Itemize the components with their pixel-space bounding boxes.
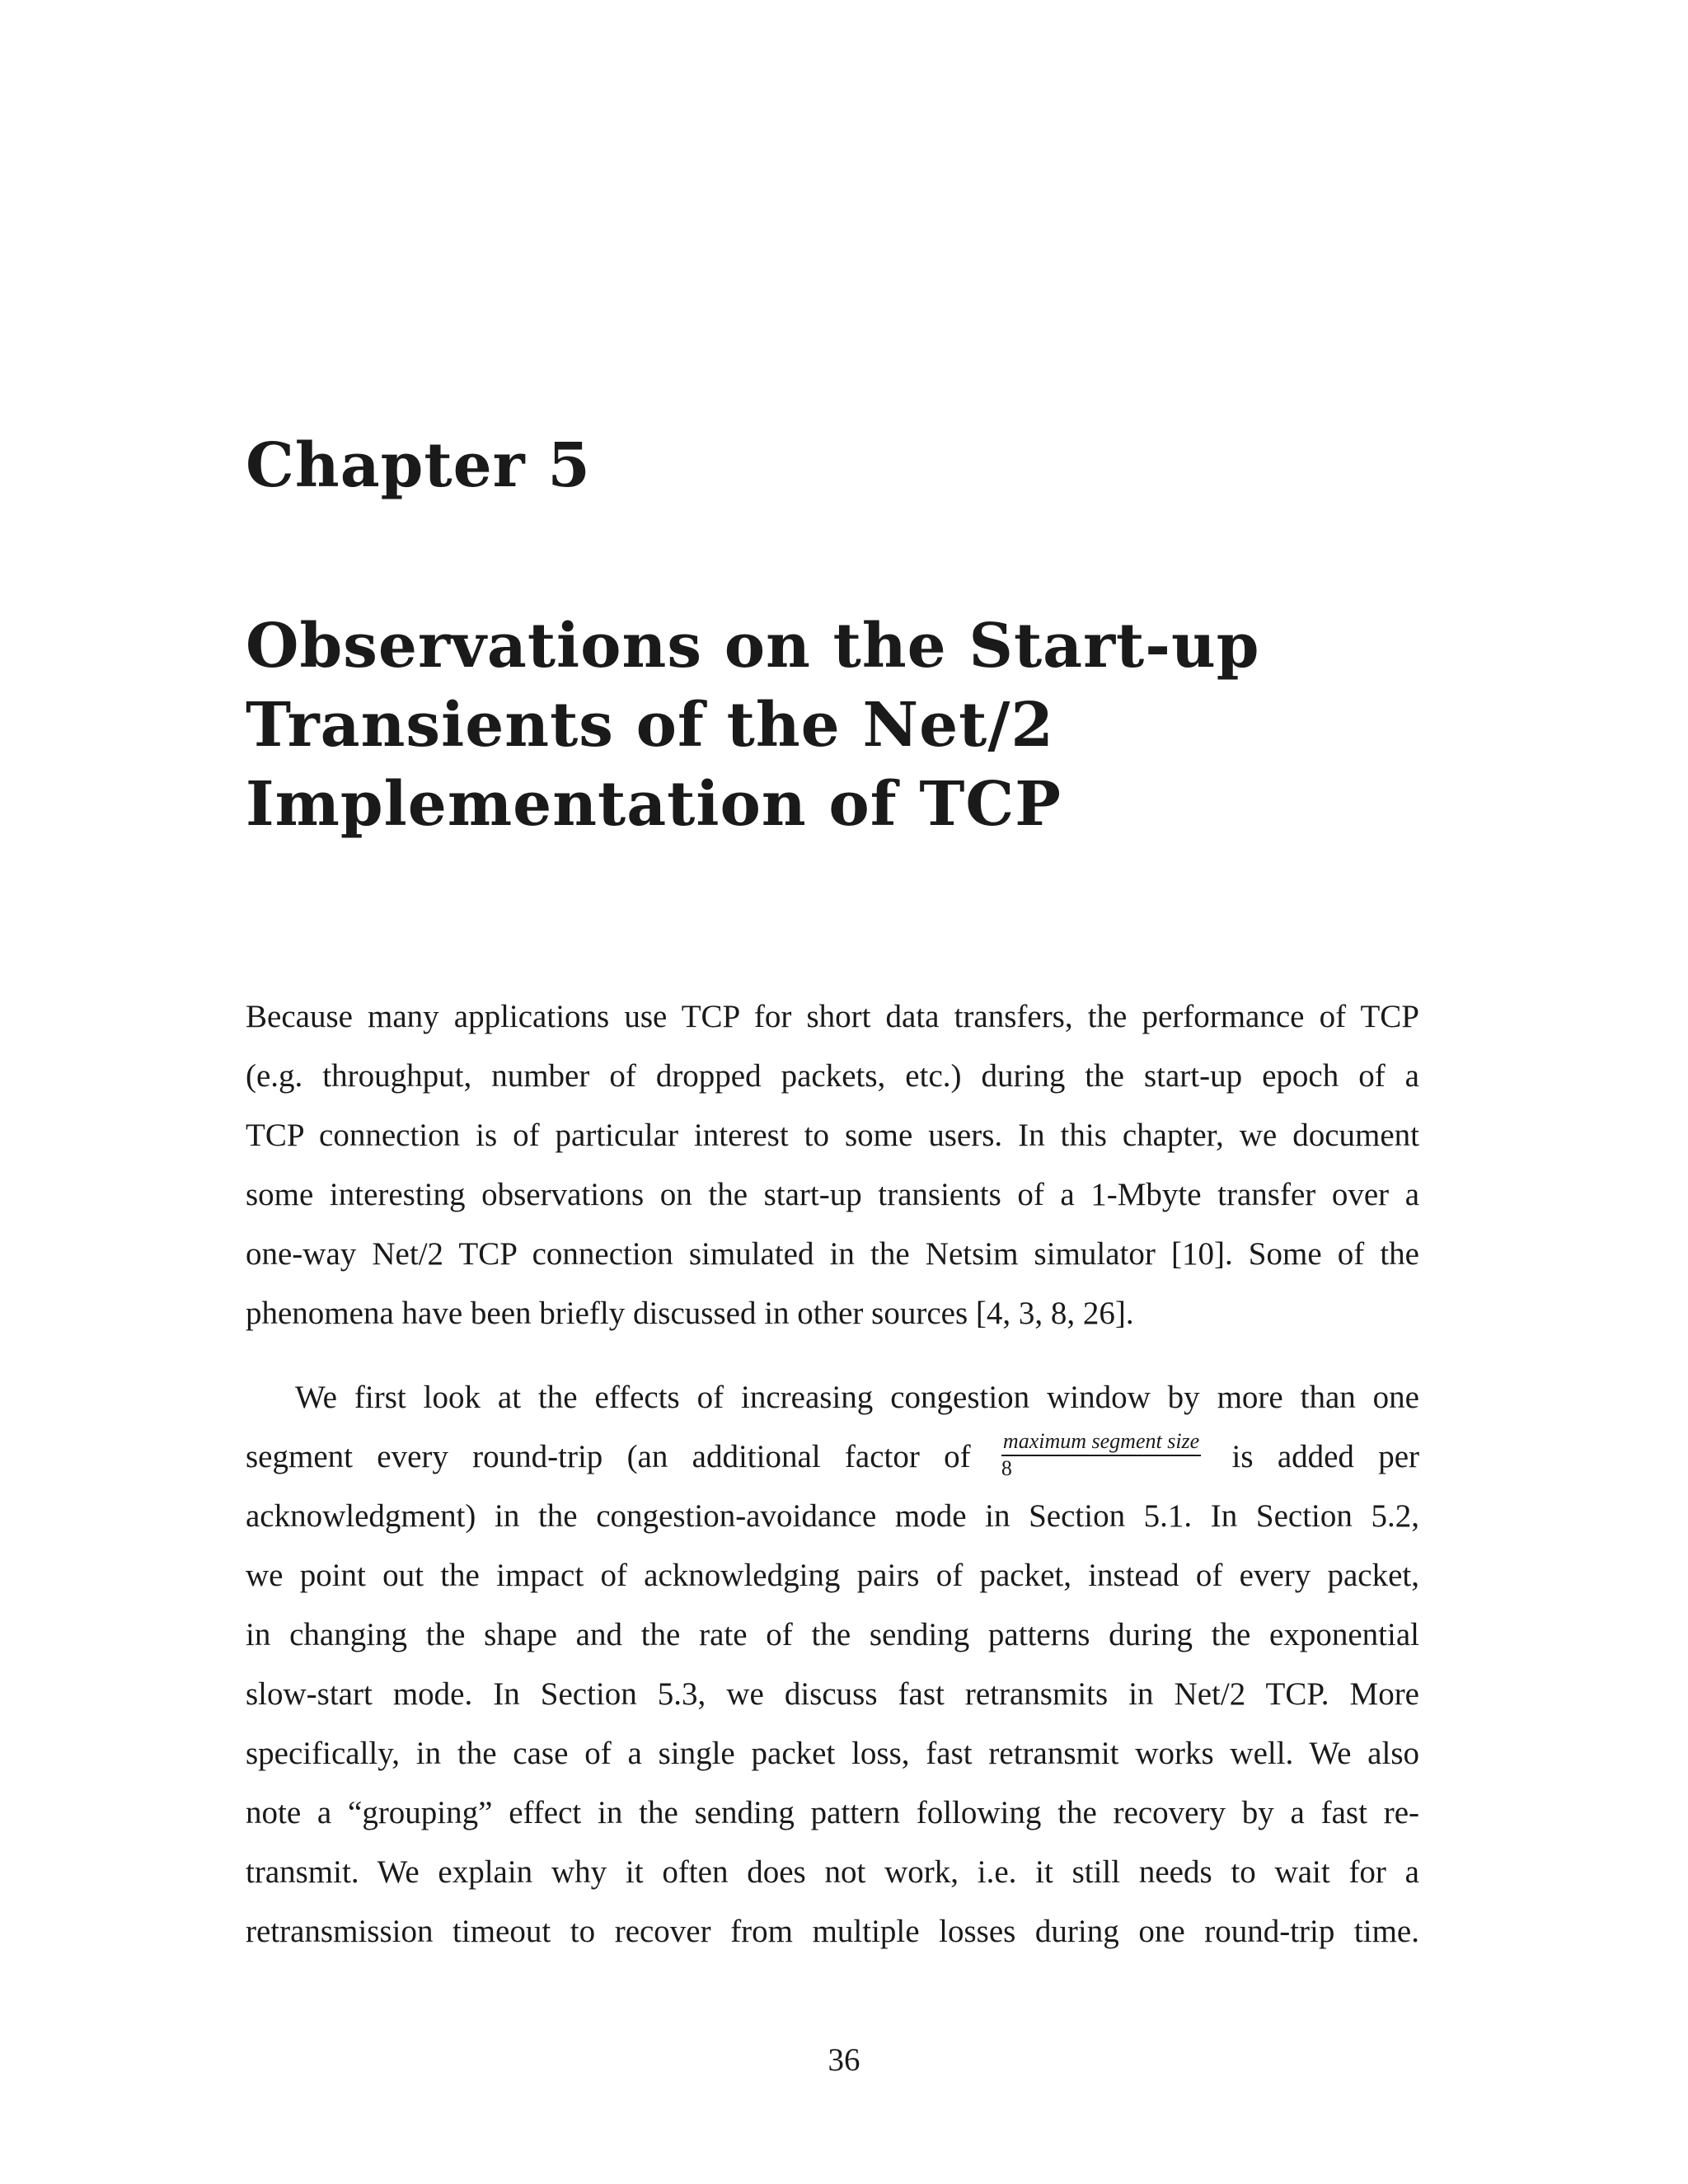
text-line: specifically, in the case of a single packet loss, fast retransmit works well. We also <box>246 1736 1419 1771</box>
fraction-denominator: 8 <box>1001 1455 1012 1480</box>
chapter-label: Chapter 5 <box>246 430 591 501</box>
text-line: phenomena have been briefly discussed in other sources [4, 3, 8, 26]. <box>246 1296 1134 1331</box>
text-line: Because many applications use TCP for short data transfers, the performance of TCP <box>246 999 1419 1034</box>
fraction-formula <box>1001 1428 1201 1480</box>
text-fragment: segment every round-trip (an additional factor of <box>246 1439 971 1474</box>
text-line: slow-start mode. In Section 5.3, we discuss fast retransmits in Net/2 TCP. More <box>246 1676 1419 1712</box>
text-line: we point out the impact of acknowledging pairs of packet, instead of every packet, <box>246 1558 1419 1593</box>
text-line: TCP connection is of particular interest to some users. In this chapter, we document <box>246 1118 1419 1153</box>
text-fragment: is added per <box>1231 1439 1420 1474</box>
text-line: transmit. We explain why it often does not work, i.e. it still needs to wait for a <box>246 1854 1419 1890</box>
text-line: retransmission timeout to recover from multiple losses during one round-trip time. <box>246 1914 1419 1949</box>
text-line: We first look at the effects of increasing congestion window by more than one <box>295 1380 1419 1415</box>
chapter-title-line: Implementation of TCP <box>246 769 1062 840</box>
text-line: (e.g. throughput, number of dropped packets, etc.) during the start-up epoch of a <box>246 1058 1419 1094</box>
intro-paragraph <box>246 987 1419 1343</box>
text-line: note a “grouping” effect in the sending pattern following the recovery by a fast re- <box>246 1795 1419 1830</box>
text-line-with-fraction <box>246 1427 1419 1487</box>
chapter-title-line: Transients of the Net/2 <box>246 690 1054 761</box>
text-line: some interesting observations on the start-up transients of a 1-Mbyte transfer over a <box>246 1177 1419 1212</box>
page-number: 36 <box>828 2042 860 2078</box>
text-line: acknowledgment) in the congestion-avoidance mode in Section 5.1. In Section 5.2, <box>246 1498 1419 1534</box>
text-line: in changing the shape and the rate of the sending patterns during the exponential <box>246 1617 1419 1652</box>
chapter-title <box>246 607 1465 844</box>
fraction-numerator: maximum segment size <box>1001 1431 1201 1456</box>
text-line: one-way Net/2 TCP connection simulated in the Netsim simulator [10]. Some of the <box>246 1236 1419 1272</box>
chapter-title-line: Observations on the Start-up <box>246 611 1260 682</box>
overview-paragraph <box>246 1368 1419 1961</box>
